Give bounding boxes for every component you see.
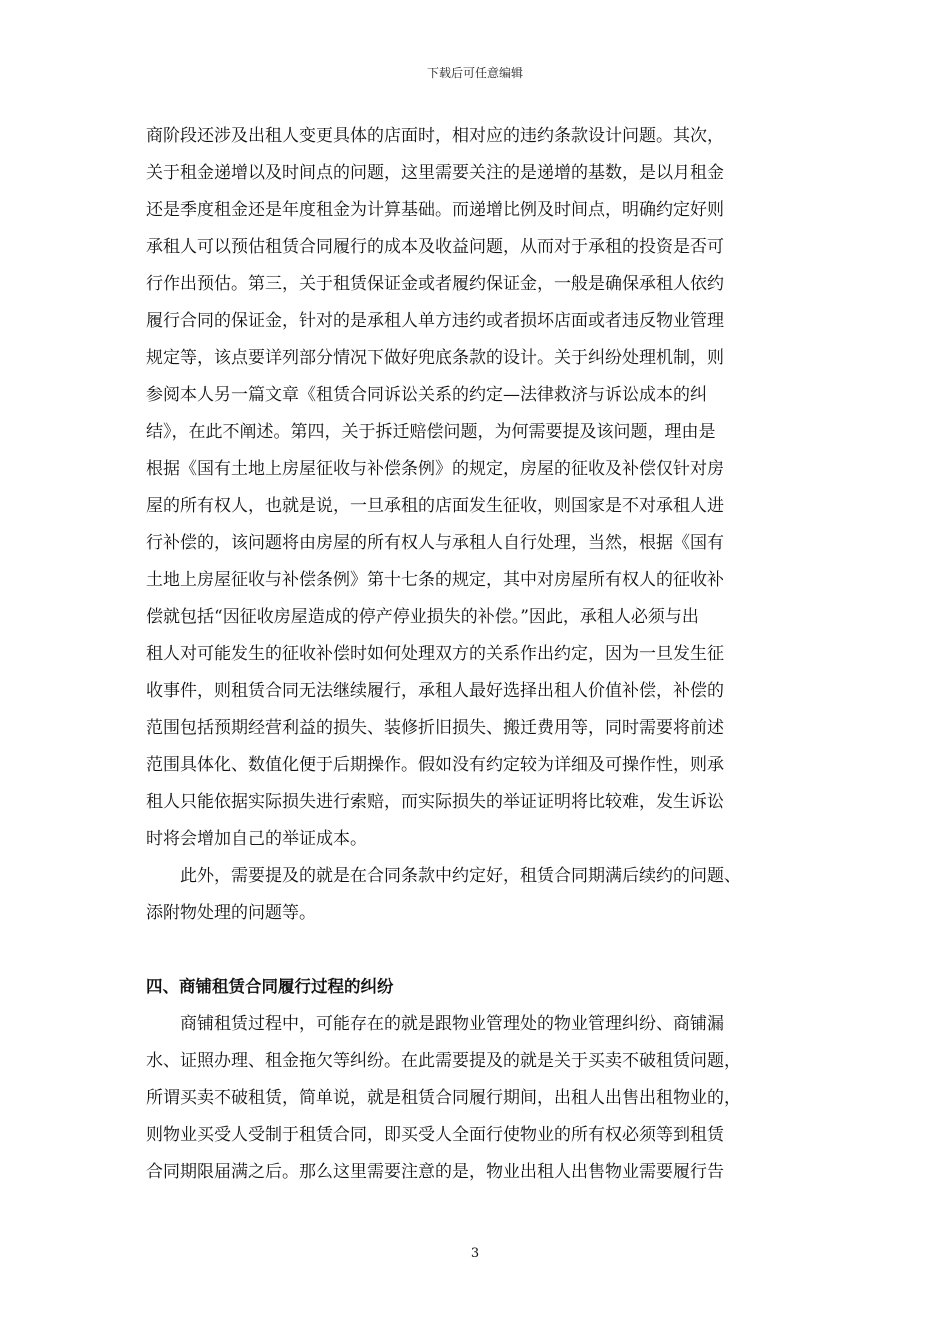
text-line: 合同期限届满之后。那么这里需要注意的是，物业出租人出售物业需要履行告 xyxy=(146,1162,724,1182)
text-line: 履行合同的保证金，针对的是承租人单方违约或者损坏店面或者违反物业管理 xyxy=(146,311,724,331)
text-line: 承租人可以预估租赁合同履行的成本及收益问题，从而对于承租的投资是否可 xyxy=(146,237,724,257)
text-line: 收事件，则租赁合同无法继续履行，承租人最好选择出租人价值补偿，补偿的 xyxy=(146,681,724,701)
text-line: 还是季度租金还是年度租金为计算基础。而递增比例及时间点，明确约定好则 xyxy=(146,200,724,220)
text-line: 参阅本人另一篇文章《租赁合同诉讼关系的约定—法律救济与诉讼成本的纠 xyxy=(146,385,707,405)
text-line: 商阶段还涉及出租人变更具体的店面时，相对应的违约条款设计问题。其次， xyxy=(146,126,724,146)
section-heading: 四、商铺租赁合同履行过程的纠纷 xyxy=(146,977,394,996)
text-line: 所谓买卖不破租赁，简单说，就是租赁合同履行期间，出租人出售出租物业的， xyxy=(146,1088,741,1108)
text-line: 时将会增加自己的举证成本。 xyxy=(146,829,367,849)
page-header: 下载后可任意编辑 xyxy=(426,66,523,80)
text-line: 商铺租赁过程中，可能存在的就是跟物业管理处的物业管理纠纷、商铺漏 xyxy=(146,1014,724,1034)
text-line: 根据《国有土地上房屋征收与补偿条例》的规定，房屋的征收及补偿仅针对房 xyxy=(146,459,724,479)
text-line: 此外，需要提及的就是在合同条款中约定好，租赁合同期满后续约的问题、 xyxy=(146,866,741,886)
text-line: 范围具体化、数值化便于后期操作。假如没有约定较为详细及可操作性，则承 xyxy=(146,755,724,775)
text-line: 土地上房屋征收与补偿条例》第十七条的规定，其中对房屋所有权人的征收补 xyxy=(146,570,724,590)
text-line: 租人对可能发生的征收补偿时如何处理双方的关系作出约定，因为一旦发生征 xyxy=(146,644,724,664)
text-line: 偿就包括“因征收房屋造成的停产停业损失的补偿。”因此，承租人必须与出 xyxy=(146,607,699,627)
text-line: 则物业买受人受制于租赁合同，即买受人全面行使物业的所有权必须等到租赁 xyxy=(146,1125,724,1145)
text-line: 水、证照办理、租金拖欠等纠纷。在此需要提及的就是关于买卖不破租赁问题， xyxy=(146,1051,741,1071)
text-line: 行作出预估。第三，关于租赁保证金或者履约保证金，一般是确保承租人依约 xyxy=(146,274,724,294)
page-number: 3 xyxy=(470,1246,480,1261)
text-line: 行补偿的，该问题将由房屋的所有权人与承租人自行处理，当然，根据《国有 xyxy=(146,533,724,553)
text-line: 屋的所有权人，也就是说，一旦承租的店面发生征收，则国家是不对承租人进 xyxy=(146,496,724,516)
text-line: 添附物处理的问题等。 xyxy=(146,903,316,923)
text-line: 范围包括预期经营利益的损失、装修折旧损失、搬迁费用等，同时需要将前述 xyxy=(146,718,724,738)
text-line: 关于租金递增以及时间点的问题，这里需要关注的是递增的基数，是以月租金 xyxy=(146,163,724,183)
text-line: 结》，在此不阐述。第四，关于拆迁赔偿问题，为何需要提及该问题，理由是 xyxy=(146,422,716,442)
text-line: 租人只能依据实际损失进行索赔，而实际损失的举证证明将比较难，发生诉讼 xyxy=(146,792,724,812)
text-line: 规定等，该点要详列部分情况下做好兜底条款的设计。关于纠纷处理机制，则 xyxy=(146,348,724,368)
